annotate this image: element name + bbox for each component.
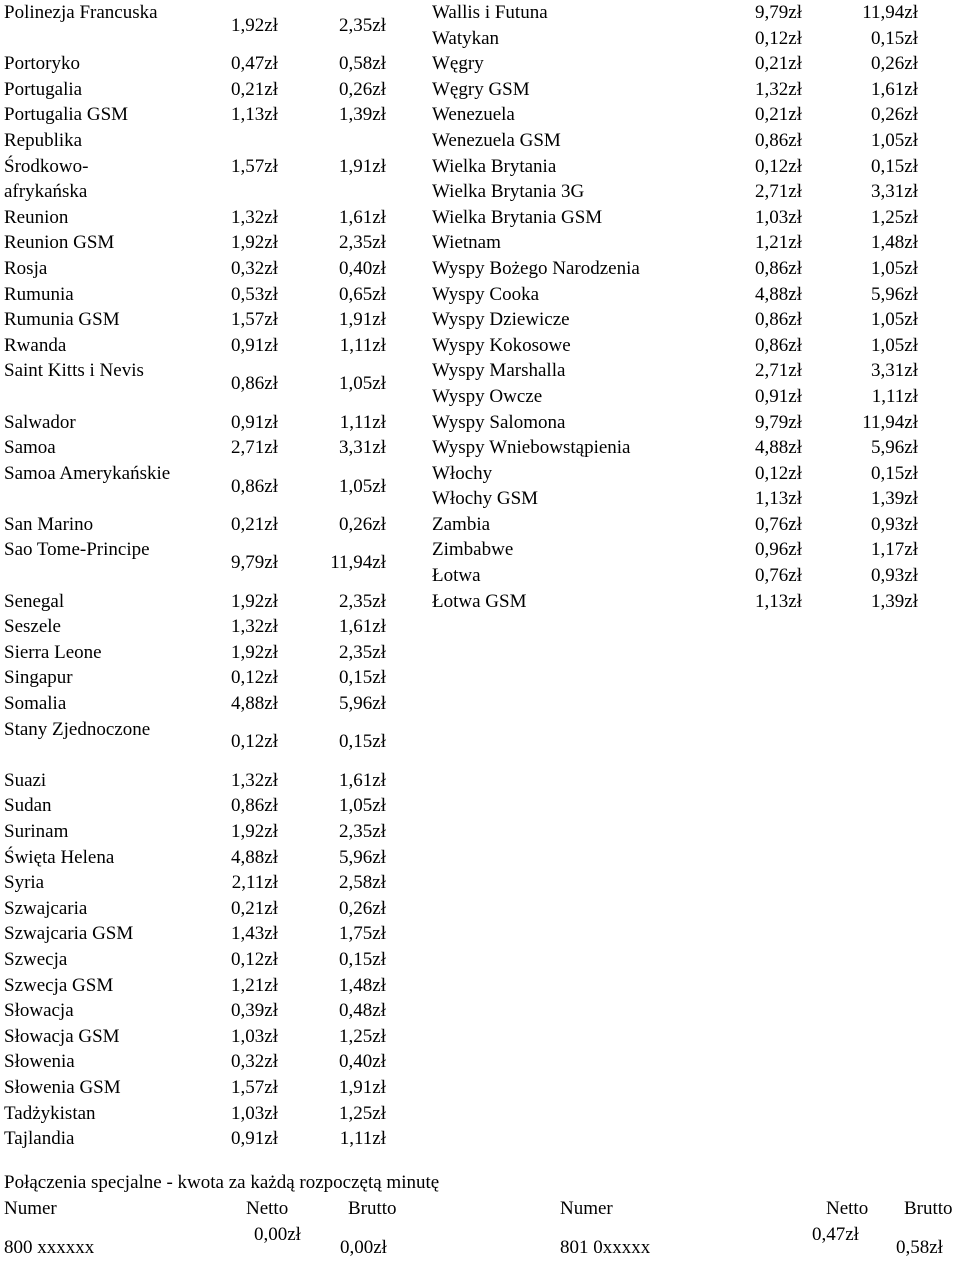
country-name: Szwecja GSM [4,974,114,996]
net-price: 0,91zł [231,411,278,433]
net-price: 1,21zł [231,974,278,996]
gross-price: 1,11zł [339,334,386,356]
rate-row [4,435,388,461]
gross-price: 0,93zł [871,513,918,535]
net-price: 1,57zł [231,1076,278,1098]
gross-price: 0,65zł [339,283,386,305]
gross-price: 0,26zł [871,53,918,75]
gross-price: 1,05zł [339,475,386,497]
country-name: Szwecja [4,948,68,970]
rate-row [432,461,920,487]
special-header-row [4,1196,960,1222]
net-price: 0,86zł [755,309,802,331]
gross-price: 1,11zł [339,411,386,433]
gross-price: 1,25zł [339,1102,386,1124]
header-gross: Brutto [348,1198,397,1219]
country-name: Wenezuela [432,104,515,126]
net-price: 0,39zł [231,1000,278,1022]
country-name: Rwanda [4,334,67,356]
net-price: 1,32zł [755,78,802,100]
rate-row [4,1024,388,1050]
gross-price: 11,94zł [862,2,918,23]
rate-row [4,1049,388,1075]
country-name: Węgry [432,53,484,75]
net-price: 1,32zł [231,206,278,228]
country-name: Syria [4,872,45,894]
rate-row [432,230,920,256]
rate-row [432,358,920,384]
rate-row [432,589,920,615]
country-name: Zimbabwe [432,539,514,561]
net-price: 1,03zł [231,1025,278,1047]
gross-price: 1,17zł [871,539,918,561]
special-gross: 0,00zł [340,1237,387,1258]
country-name: Wyspy Marshalla [432,360,566,382]
gross-price: 0,58zł [339,53,386,75]
net-price: 0,12zł [231,948,278,970]
net-price: 0,21zł [231,78,278,100]
gross-price: 11,94zł [862,411,918,433]
header-net: Netto [246,1198,289,1219]
country-name: Reunion GSM [4,232,115,254]
country-name: Święta Helena [4,846,115,868]
special-net: 0,00zł [254,1224,301,1245]
gross-price: 1,05zł [871,129,918,151]
country-name: Surinam [4,821,69,843]
country-name: Rumunia [4,283,74,305]
country-name: Węgry GSM [432,78,530,100]
rate-row [4,819,388,845]
rate-row [432,563,920,589]
country-name: Senegal [4,590,65,612]
special-number: 800 xxxxxx [4,1237,95,1258]
rate-row [4,205,388,231]
rate-row [4,793,388,819]
net-price: 9,79zł [755,2,802,23]
net-price: 1,13zł [755,488,802,510]
gross-price: 1,05zł [871,257,918,279]
country-name: Portugalia [4,78,83,100]
country-name: Wenezuela GSM [432,129,561,151]
net-price: 0,12zł [231,667,278,689]
gross-price: 1,39zł [871,488,918,510]
country-name: Wyspy Kokosowe [432,334,571,356]
net-price: 0,86zł [231,475,278,497]
special-data-row [4,1222,960,1274]
rate-row [432,435,920,461]
country-name: Szwajcaria [4,897,88,919]
country-name: Seszele [4,616,61,638]
gross-price: 1,05zł [339,795,386,817]
gross-price: 2,35zł [339,590,386,612]
country-name: Wielka Brytania GSM [432,206,603,228]
net-price: 0,76zł [755,513,802,535]
net-price: 1,57zł [231,309,278,331]
country-name: Samoa [4,437,56,459]
country-name: Wyspy Cooka [432,283,540,305]
gross-price: 1,61zł [339,206,386,228]
net-price: 2,71zł [755,181,802,203]
rate-row [4,896,388,922]
country-name: Włochy GSM [432,488,539,510]
gross-price: 1,91zł [339,155,386,177]
gross-price: 0,93zł [871,565,918,587]
country-name: Sierra Leone [4,641,102,663]
rate-row [4,410,388,436]
country-name: Słowacja GSM [4,1025,120,1047]
rate-row [4,1126,388,1152]
country-name: Wallis i Futuna [432,2,548,23]
net-price: 0,53zł [231,283,278,305]
country-name: Polinezja Francuska [4,2,158,23]
net-price: 1,57zł [231,155,278,177]
gross-price: 0,40zł [339,1051,386,1073]
gross-price: 0,26zł [871,104,918,126]
rate-row [4,691,388,717]
rate-row [432,256,920,282]
net-price: 0,86zł [755,334,802,356]
country-name: Watykan [432,27,500,49]
special-net-2: 0,47zł [812,1224,859,1245]
net-price: 0,12zł [755,155,802,177]
gross-price: 0,26zł [339,78,386,100]
country-name: Republika Środkowo-afrykańska [4,129,89,203]
net-price: 9,79zł [231,552,278,574]
gross-price: 0,40zł [339,257,386,279]
net-price: 0,32zł [231,1051,278,1073]
special-gross-2: 0,58zł [896,1237,943,1258]
rate-row [432,486,920,512]
gross-price: 1,11zł [871,385,918,407]
net-price: 0,12zł [231,731,278,753]
gross-price: 1,91zł [339,1076,386,1098]
rate-row [432,154,920,180]
country-name: Tadżykistan [4,1102,96,1124]
net-price: 0,86zł [755,129,802,151]
net-price: 9,79zł [755,411,802,433]
rate-row [4,512,388,538]
rate-row [4,128,388,205]
header-net-2: Netto [826,1198,869,1219]
net-price: 1,32zł [231,616,278,638]
net-price: 0,86zł [755,257,802,279]
country-name: Sudan [4,795,52,817]
country-name: Włochy [432,462,493,484]
rate-row [4,0,388,51]
country-name: Portoryko [4,53,80,75]
net-price: 0,21zł [231,513,278,535]
net-price: 4,88zł [231,693,278,715]
rate-row [432,410,920,436]
rate-row [4,717,388,768]
net-price: 4,88zł [755,437,802,459]
country-name: Stany Zjednoczone [4,718,151,740]
rate-row [4,1101,388,1127]
country-name: Wyspy Dziewicze [432,309,570,331]
country-name: Szwajcaria GSM [4,923,134,945]
net-price: 1,21zł [755,232,802,254]
country-name: Łotwa [432,565,481,587]
net-price: 0,91zł [755,385,802,407]
net-price: 0,76zł [755,565,802,587]
net-price: 4,88zł [231,846,278,868]
rate-row [4,102,388,128]
header-number: Numer [4,1198,57,1219]
gross-price: 1,61zł [339,616,386,638]
gross-price: 1,61zł [871,78,918,100]
rate-row [432,77,920,103]
rate-row [4,947,388,973]
country-name: Słowenia GSM [4,1076,121,1098]
net-price: 1,92zł [231,14,278,36]
country-name: Rumunia GSM [4,309,120,331]
rate-row [4,845,388,871]
gross-price: 2,35zł [339,232,386,254]
country-name: Wyspy Wniebowstąpienia [432,437,631,459]
net-price: 1,03zł [231,1102,278,1124]
gross-price: 5,96zł [871,283,918,305]
country-name: Słowenia [4,1051,75,1073]
gross-price: 0,48zł [339,1000,386,1022]
rate-row [4,333,388,359]
gross-price: 0,15zł [339,667,386,689]
country-name: Reunion [4,206,69,228]
rate-row [432,384,920,410]
gross-price: 0,26zł [339,897,386,919]
special-connections-section [4,1170,960,1274]
country-name: Singapur [4,667,73,689]
gross-price: 1,05zł [871,334,918,356]
rate-row [432,333,920,359]
net-price: 0,21zł [755,104,802,126]
special-number-2: 801 0xxxxx [560,1237,651,1258]
gross-price: 3,31zł [871,360,918,382]
net-price: 0,12zł [755,462,802,484]
gross-price: 1,05zł [339,373,386,395]
rate-row [432,282,920,308]
net-price: 0,12zł [755,27,802,49]
country-name: Łotwa GSM [432,590,527,612]
rate-row [432,179,920,205]
rate-row [432,537,920,563]
gross-price: 1,39zł [871,590,918,612]
rate-row [4,358,388,409]
header-gross-2: Brutto [904,1198,953,1219]
gross-price: 5,96zł [871,437,918,459]
net-price: 1,13zł [231,104,278,126]
country-name: Wyspy Salomona [432,411,566,433]
rate-row [432,205,920,231]
country-name: Zambia [432,513,491,535]
gross-price: 2,35zł [339,14,386,36]
rate-row [4,870,388,896]
rate-row [4,768,388,794]
gross-price: 1,25zł [339,1025,386,1047]
country-name: Saint Kitts i Nevis [4,360,144,382]
gross-price: 1,91zł [339,309,386,331]
net-price: 0,86zł [231,795,278,817]
gross-price: 0,15zł [871,462,918,484]
country-name: Wielka Brytania 3G [432,181,585,203]
country-name: Sao Tome-Principe [4,539,150,561]
net-price: 2,71zł [231,437,278,459]
gross-price: 2,35zł [339,641,386,663]
net-price: 2,71zł [755,360,802,382]
rate-row [432,307,920,333]
country-name: Wyspy Owcze [432,385,543,407]
rate-row [4,461,388,512]
gross-price: 1,75zł [339,923,386,945]
rates-column-right [432,0,920,614]
rate-row [4,1075,388,1101]
gross-price: 1,48zł [339,974,386,996]
country-name: Słowacja [4,1000,74,1022]
rate-row [4,921,388,947]
gross-price: 1,05zł [871,309,918,331]
rate-row [4,640,388,666]
net-price: 0,91zł [231,1128,278,1150]
net-price: 1,32zł [231,769,278,791]
country-name: Samoa Amerykańskie [4,462,171,484]
gross-price: 2,58zł [339,872,386,894]
country-name: Wyspy Bożego Narodzenia [432,257,640,279]
rate-row [432,512,920,538]
rate-row [4,998,388,1024]
rate-row [432,26,920,52]
gross-price: 5,96zł [339,693,386,715]
country-name: Somalia [4,693,67,715]
country-name: Wielka Brytania [432,155,557,177]
gross-price: 0,15zł [339,948,386,970]
country-name: Wietnam [432,232,501,254]
gross-price: 1,39zł [339,104,386,126]
rate-row [4,51,388,77]
net-price: 0,86zł [231,373,278,395]
special-title: Połączenia specjalne - kwota za każdą rozpoczętą minutę [4,1172,440,1193]
rate-row [432,128,920,154]
gross-price: 5,96zł [339,846,386,868]
gross-price: 3,31zł [871,181,918,203]
net-price: 0,21zł [755,53,802,75]
net-price: 1,13zł [755,590,802,612]
net-price: 2,11zł [231,872,278,894]
rates-column-left [4,0,388,1152]
net-price: 1,92zł [231,641,278,663]
net-price: 1,43zł [231,923,278,945]
country-name: Portugalia GSM [4,104,129,126]
net-price: 1,92zł [231,821,278,843]
net-price: 0,96zł [755,539,802,561]
gross-price: 2,35zł [339,821,386,843]
gross-price: 1,48zł [871,232,918,254]
gross-price: 1,25zł [871,206,918,228]
gross-price: 3,31zł [339,437,386,459]
rate-row [4,307,388,333]
rate-row [432,102,920,128]
gross-price: 0,15zł [339,731,386,753]
gross-price: 0,15zł [871,27,918,49]
country-name: Rosja [4,257,48,279]
net-price: 1,03zł [755,206,802,228]
rate-row [4,256,388,282]
gross-price: 1,61zł [339,769,386,791]
country-name: San Marino [4,513,94,535]
rate-row [4,282,388,308]
rate-row [432,51,920,77]
rate-row [4,77,388,103]
country-name: Salwador [4,411,76,433]
rate-row [4,589,388,615]
gross-price: 1,11zł [339,1128,386,1150]
rate-row [4,665,388,691]
country-name: Tajlandia [4,1128,75,1150]
header-number-2: Numer [560,1198,613,1219]
rate-row [4,614,388,640]
rate-row [4,230,388,256]
gross-price: 0,26zł [339,513,386,535]
net-price: 1,92zł [231,232,278,254]
gross-price: 11,94zł [330,552,386,574]
rate-row [4,537,388,588]
net-price: 0,47zł [231,53,278,75]
net-price: 4,88zł [755,283,802,305]
net-price: 0,21zł [231,897,278,919]
net-price: 0,32zł [231,257,278,279]
rate-row [4,973,388,999]
rate-row [432,0,920,26]
net-price: 0,91zł [231,334,278,356]
gross-price: 0,15zł [871,155,918,177]
country-name: Suazi [4,769,47,791]
net-price: 1,92zł [231,590,278,612]
